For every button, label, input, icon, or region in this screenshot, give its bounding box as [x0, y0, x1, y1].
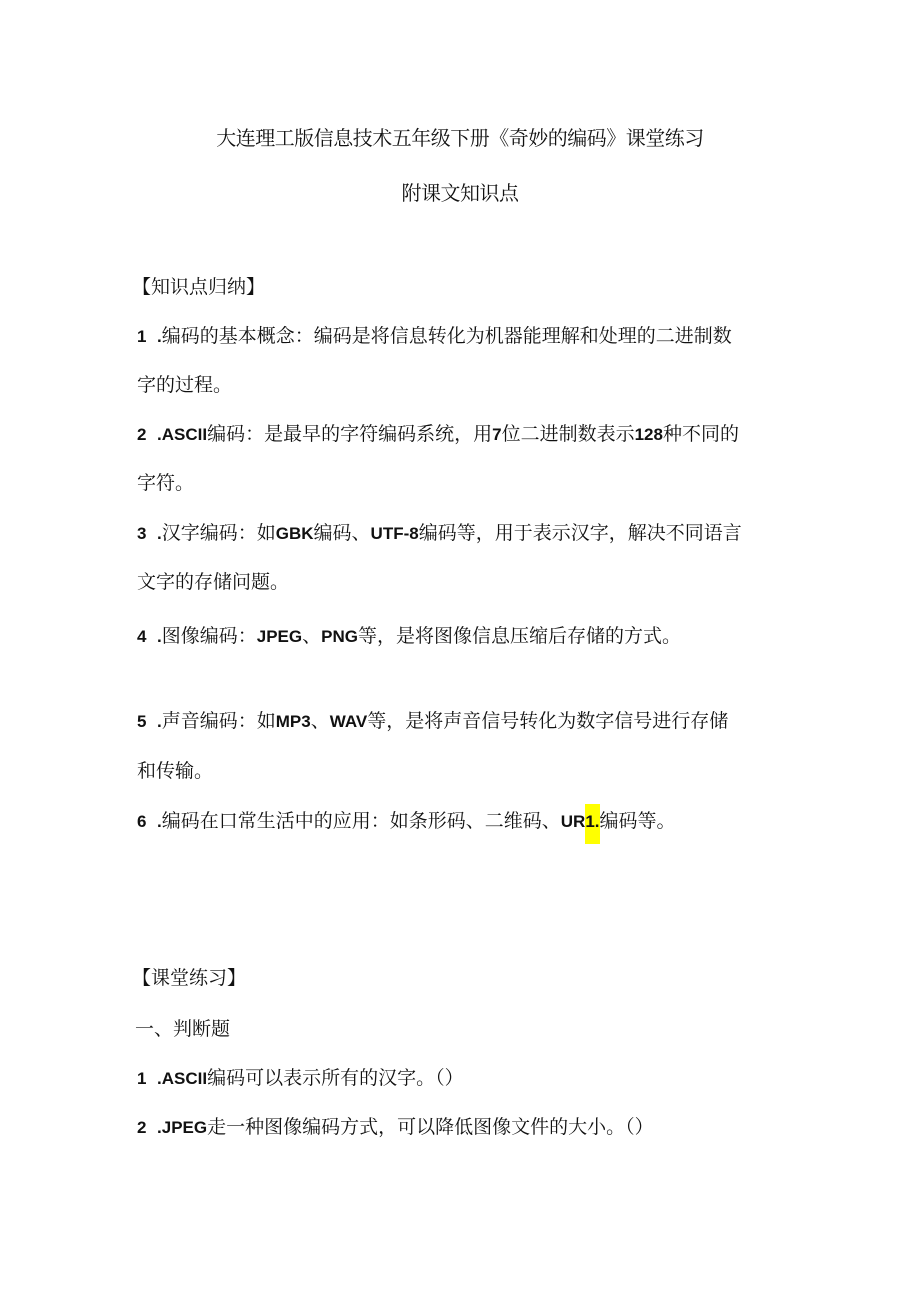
- point-text: 编码的基本概念：编码是将信息转化为机器能理解和处理的二进制数: [161, 325, 732, 347]
- item-number: 3: [137, 524, 147, 543]
- item-number: 1: [137, 1069, 147, 1088]
- item-number: 1: [137, 327, 147, 346]
- item-number: 2: [137, 1118, 147, 1137]
- knowledge-point-2: 2 .ASCII编码：是最早的字符编码系统，用7位二进制数表示128种不同的: [137, 423, 739, 445]
- item-number: 2: [137, 425, 147, 444]
- section-heading-practice: 【课堂练习】: [132, 967, 247, 989]
- document-title: 大连理工版信息技术五年级下册《奇妙的编码》课堂练习: [216, 126, 704, 150]
- knowledge-point-3-continued: 文字的存储问题。: [137, 571, 290, 593]
- knowledge-point-5: 5 .声音编码：如MP3、WAV等，是将声音信号转化为数字信号进行存储: [137, 710, 729, 732]
- knowledge-point-1: 1 .编码的基本概念：编码是将信息转化为机器能理解和处理的二进制数: [137, 325, 732, 347]
- knowledge-point-5-continued: 和传输。: [137, 760, 214, 782]
- knowledge-point-2-continued: 字符。: [137, 472, 195, 494]
- knowledge-point-4: 4 .图像编码：JPEG、PNG等，是将图像信息压缩后存储的方式。: [137, 625, 681, 647]
- item-number: 6: [137, 812, 147, 831]
- subsection-true-false: 一、判断题: [135, 1018, 231, 1040]
- item-number: 5: [137, 712, 147, 731]
- knowledge-point-3: 3 .汉字编码：如GBK编码、UTF-8编码等，用于表示汉字，解决不同语言: [137, 522, 742, 544]
- question-1: 1 .ASCII编码可以表示所有的汉字。（）: [137, 1067, 464, 1089]
- knowledge-point-6: 6 .编码在口常生活中的应用：如条形码、二维码、UR1.编码等。: [137, 806, 676, 833]
- highlight-mark: 1.: [585, 804, 599, 844]
- question-2: 2 .JPEG走一种图像编码方式，可以降低图像文件的大小。（）: [137, 1116, 654, 1138]
- document-subtitle: 附课文知识点: [401, 181, 519, 205]
- item-number: 4: [137, 627, 147, 646]
- section-heading-knowledge: 【知识点归纳】: [132, 276, 266, 298]
- knowledge-point-1-continued: 字的过程。: [137, 374, 233, 396]
